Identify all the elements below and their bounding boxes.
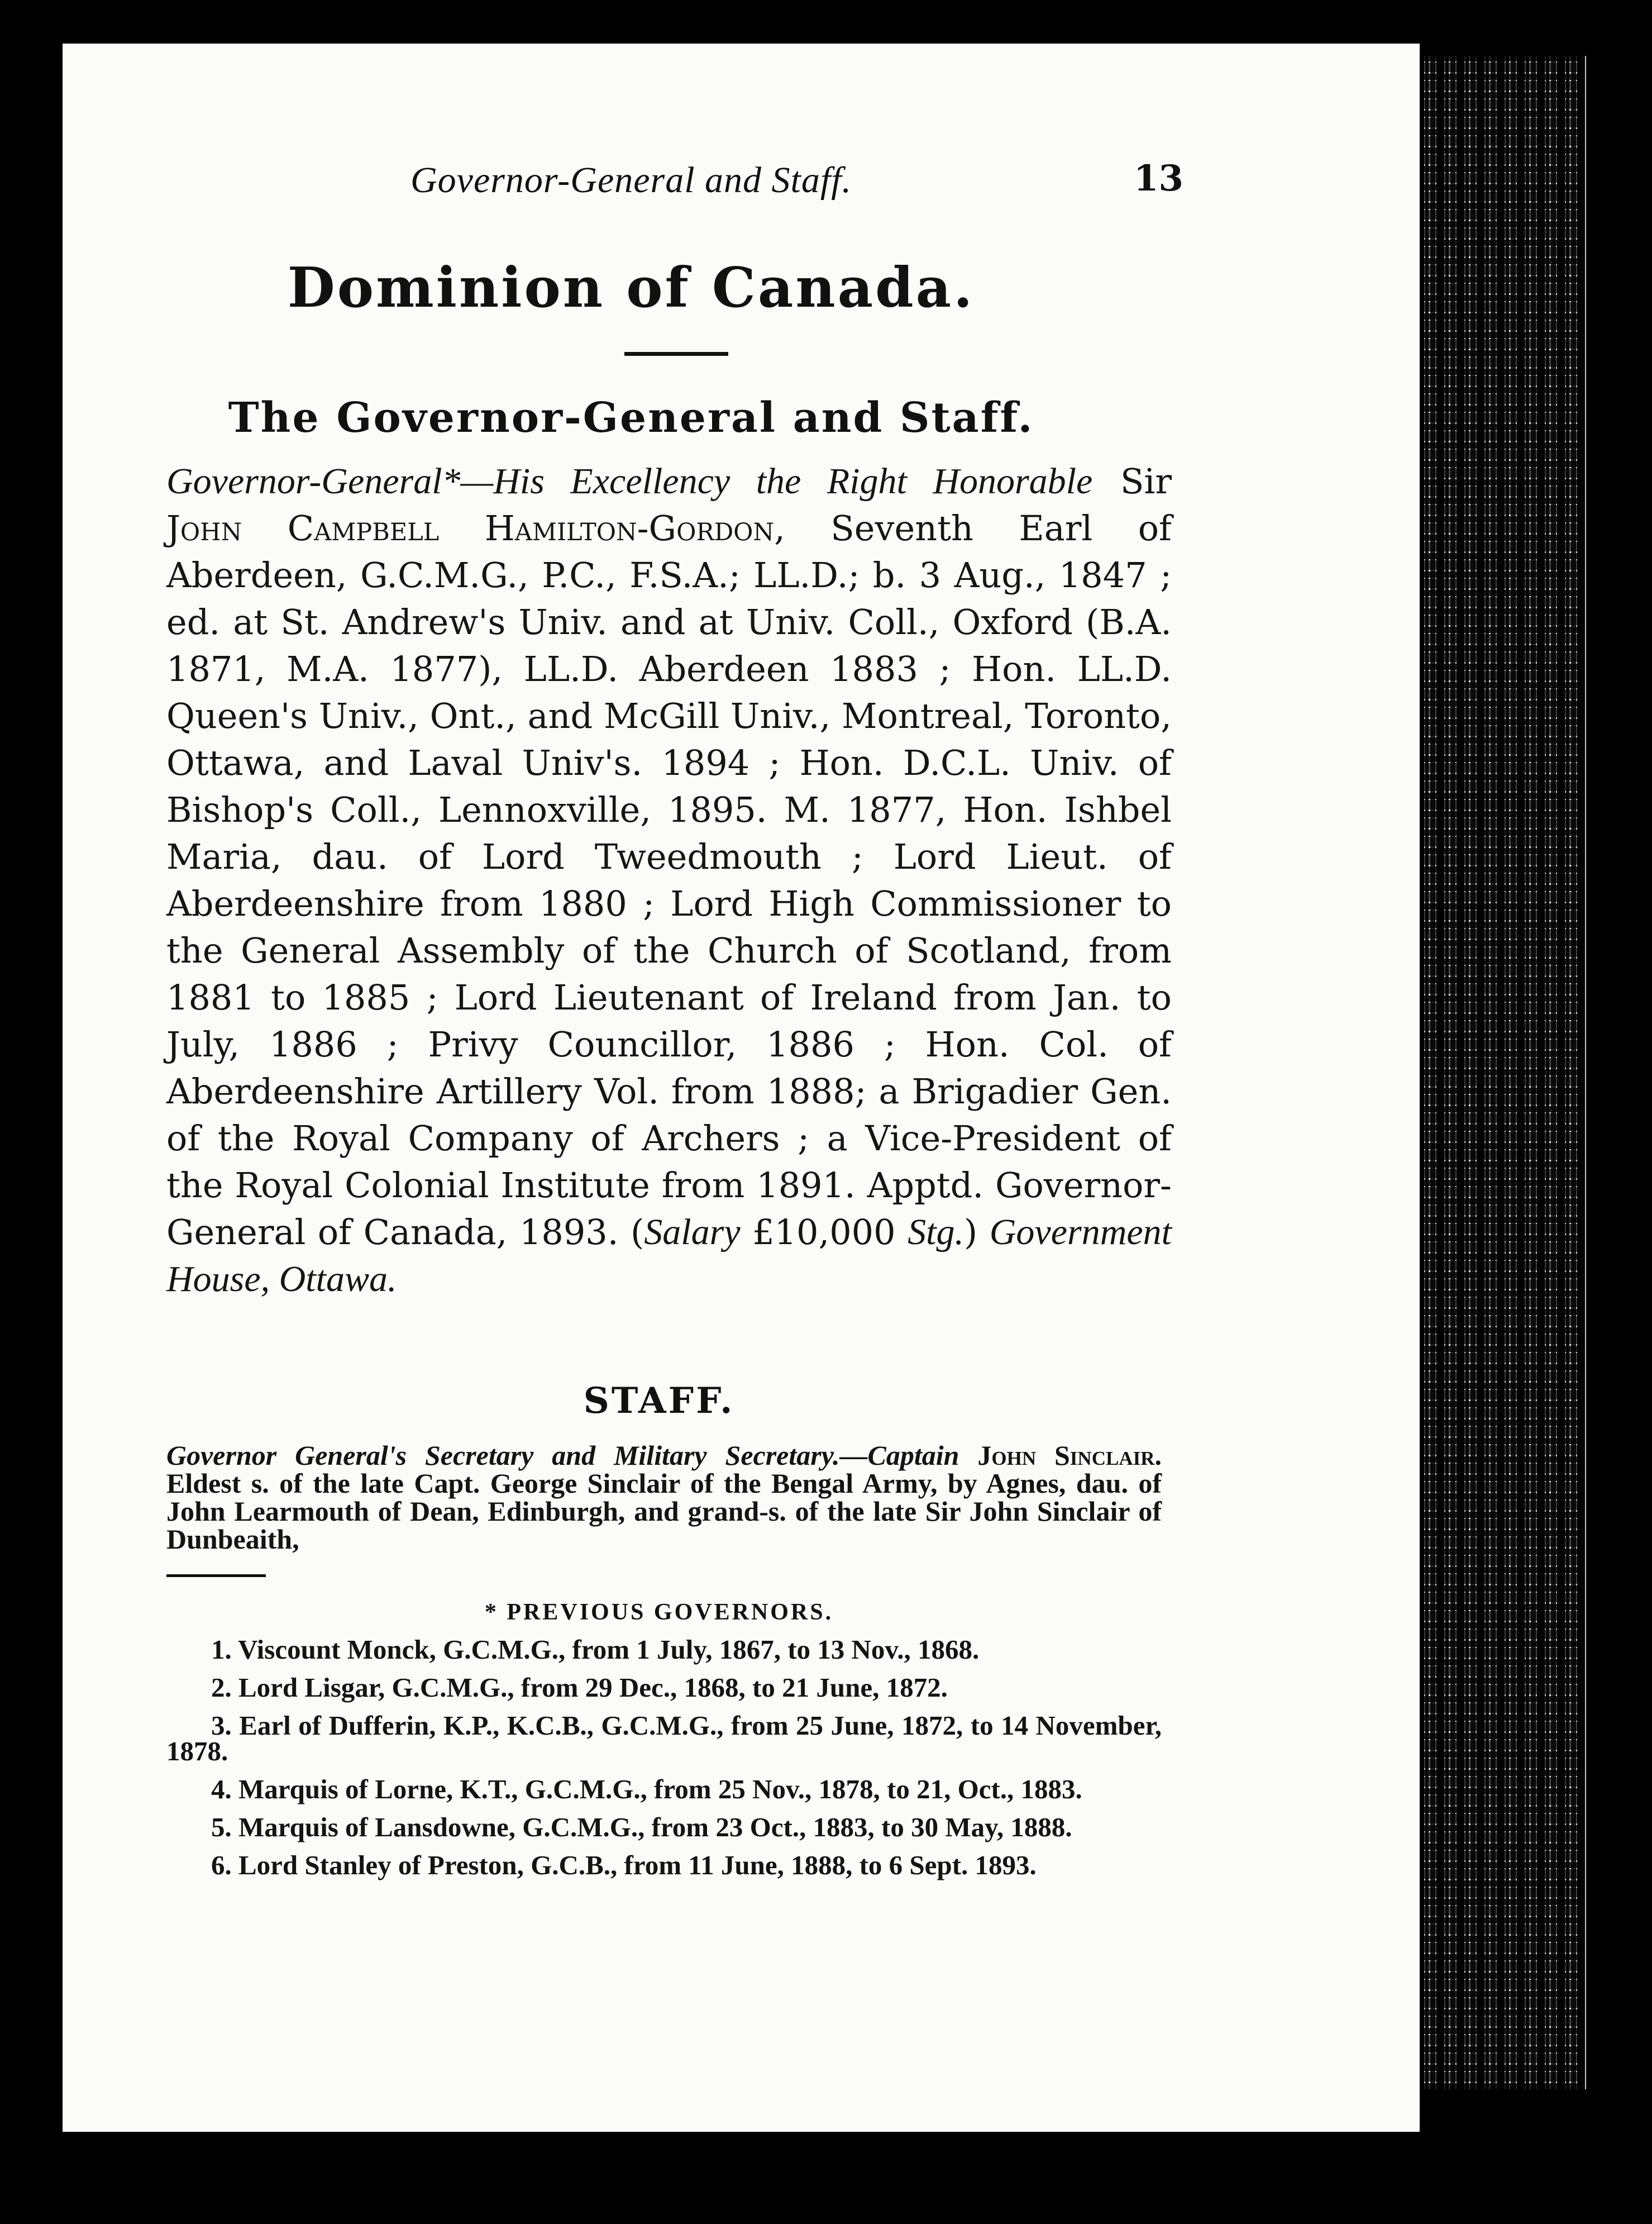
staff-role: Governor General's Secretary and Military Secretary.—Captain: [166, 1440, 959, 1471]
list-item: 3. Earl of Dufferin, K.P., K.C.B., G.C.M.G., from 25 June, 1872, to 14 November, 1878.: [166, 1710, 1162, 1766]
staff-paragraph: [166, 1441, 1162, 1553]
sir-text: Sir: [1120, 461, 1172, 502]
salary-close: ): [963, 1212, 990, 1253]
book-page-edge-texture: [1396, 56, 1581, 2089]
list-item: 5. Marquis of Lansdowne, G.C.M.G., from 23 Oct., 1883, to 30 May, 1888.: [211, 1812, 1072, 1842]
salary-amount: £10,000: [740, 1212, 908, 1253]
list-item: 2. Lord Lisgar, G.C.M.G., from 29 Dec., 1868, to 21 June, 1872.: [211, 1672, 948, 1703]
staff-heading: STAFF.: [583, 1380, 735, 1422]
previous-governors-heading: * PREVIOUS GOVERNORS.: [484, 1599, 834, 1625]
salary-open: (: [631, 1212, 644, 1253]
section-subtitle: The Governor-General and Staff.: [228, 394, 1034, 442]
staff-biography: Eldest s. of the late Capt. George Sinclair of the Bengal Army, by Agnes, dau. of John Learmouth of Dean, Edinburgh, and grand-s. of the late Sir John Sinclair of Dunbeaith,: [166, 1468, 1162, 1555]
staff-name: John Sinclair.: [959, 1440, 1162, 1471]
salary-label: Salary: [644, 1212, 741, 1253]
running-head: Governor-General and Staff.: [410, 160, 852, 201]
intro-text: Governor-General*—His Excellency the Right Honorable: [166, 461, 1093, 502]
governor-name: John Campbell Hamilton-Gordon: [166, 508, 775, 549]
governor-general-paragraph: [166, 458, 1172, 1303]
previous-governors-list: [166, 1634, 1162, 1890]
page-title: Dominion of Canada.: [287, 256, 975, 320]
footnote-rule: [166, 1574, 266, 1577]
salary-currency: Stg.: [908, 1212, 964, 1253]
page-number: 13: [1134, 158, 1184, 199]
list-item: 4. Marquis of Lorne, K.T., G.C.M.G., from 25 Nov., 1878, to 21, Oct., 1883.: [211, 1774, 1082, 1804]
list-item: 1. Viscount Monck, G.C.M.G., from 1 July, 1867, to 13 Nov., 1868.: [211, 1634, 980, 1665]
list-item: 6. Lord Stanley of Preston, G.C.B., from 11 June, 1888, to 6 Sept. 1893.: [211, 1850, 1037, 1880]
residence-text: Government House, Ottawa.: [166, 1212, 1172, 1299]
title-rule: [624, 352, 728, 356]
biography-text: , Seventh Earl of Aberdeen, G.C.M.G., P.C., F.S.A.; LL.D.; b. 3 Aug., 1847 ; ed. at St. Andrew's Univ. and at Univ. Coll., Oxford (B.A. 1871, M.A. 1877), LL.D. Aberdeen 1883 ; Hon. LL.D. Queen's Univ., Ont., and McGill Univ., Montreal, Toronto, Ottawa, and Laval Univ's. 1894 ; Hon. D.C.L. Univ. of Bishop's Coll., Lennoxville, 1895. M. 1877, Hon. Ishbel Maria, dau. of Lord Tweedmouth ; Lord Lieut. of Aberdeenshire from 1880 ; Lord High Commissioner to the General Assembly of the Church of Scotland, from 1881 to 1885 ; Lord Lieutenant of Ireland from Jan. to July, 1886 ; Privy Councillor, 1886 ; Hon. Col. of Aberdeenshire Artillery Vol. from 1888; a Brigadier Gen. of the Royal Company of Archers ; a Vice-President of the Royal Colonial Institute from 1891. Apptd. Governor-General of Canada, 1893.: [166, 508, 1172, 1253]
